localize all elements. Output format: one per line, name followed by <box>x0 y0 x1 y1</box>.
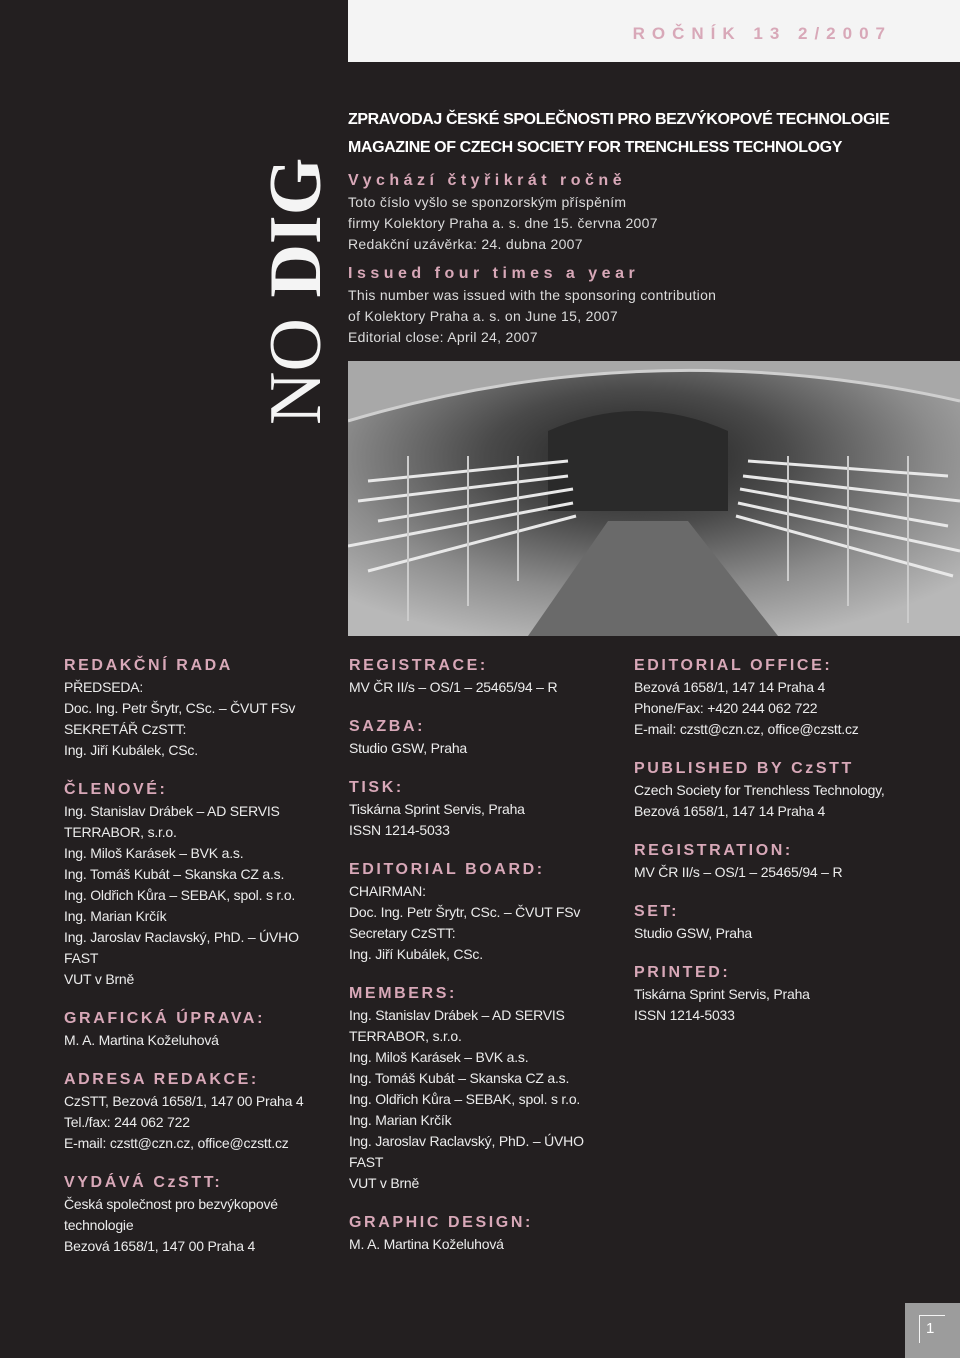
frequency-cz: Vychází čtyřikrát ročně <box>348 172 627 189</box>
heading-published-by: PUBLISHED BY CzSTT <box>634 760 854 777</box>
title-cz: ZPRAVODAJ ČESKÉ SPOLEČNOSTI PRO BEZVÝKOPOVÉ TECHNOLOGIE <box>348 111 890 128</box>
masthead-line: of Kolektory Praha a. s. on June 15, 2007 <box>348 308 618 324</box>
heading-clenove: ČLENOVÉ: <box>64 781 168 798</box>
text-line: SEKRETÁŘ CzSTT: <box>64 721 187 737</box>
tunnel-illustration <box>348 361 960 636</box>
masthead-line: firmy Kolektory Praha a. s. dne 15. června 2007 <box>348 215 658 231</box>
heading-members: MEMBERS: <box>349 985 457 1002</box>
text-line: Secretary CzSTT: <box>349 925 456 941</box>
text-line: Doc. Ing. Petr Šrytr, CSc. – ČVUT FSv <box>64 700 296 716</box>
text-line: Ing. Marian Krčík <box>349 1112 452 1128</box>
masthead-line: This number was issued with the sponsoring contribution <box>348 287 717 303</box>
logo-no: NO <box>255 318 337 425</box>
heading-adresa-redakce: ADRESA REDAKCE: <box>64 1071 259 1088</box>
text-line: Ing. Jiří Kubálek, CSc. <box>349 946 483 962</box>
text-line: E-mail: czstt@czn.cz, office@czstt.cz <box>634 721 859 737</box>
text-line: Ing. Stanislav Drábek – AD SERVIS <box>349 1007 565 1023</box>
heading-graficka-uprava: GRAFICKÁ ÚPRAVA: <box>64 1010 265 1027</box>
title-en: MAGAZINE OF CZECH SOCIETY FOR TRENCHLESS TECHNOLOGY <box>348 139 842 156</box>
issue-band <box>348 0 960 62</box>
text-line: Czech Society for Trenchless Technology, <box>634 782 885 798</box>
heading-editorial-office: EDITORIAL OFFICE: <box>634 657 833 674</box>
text-line: Ing. Tomáš Kubát – Skanska CZ a.s. <box>349 1070 570 1086</box>
text-line: Ing. Miloš Karásek – BVK a.s. <box>349 1049 529 1065</box>
text-line: Ing. Stanislav Drábek – AD SERVIS <box>64 803 280 819</box>
text-line: Ing. Marian Krčík <box>64 908 167 924</box>
text-line: Tiskárna Sprint Servis, Praha <box>634 986 810 1002</box>
masthead-line: Editorial close: April 24, 2007 <box>348 329 538 345</box>
text-line: VUT v Brně <box>349 1175 420 1191</box>
text-line: MV ČR II/s – OS/1 – 25465/94 – R <box>634 864 843 880</box>
text-line: Ing. Oldřich Kůra – SEBAK, spol. s r.o. <box>349 1091 581 1107</box>
text-line: M. A. Martina Koželuhová <box>64 1032 219 1048</box>
text-line: Bezová 1658/1, 147 00 Praha 4 <box>64 1238 256 1254</box>
text-line: Studio GSW, Praha <box>634 925 752 941</box>
heading-tisk: TISK: <box>349 779 404 796</box>
page-number-box <box>905 1303 960 1358</box>
masthead-line: Redakční uzávěrka: 24. dubna 2007 <box>348 236 583 252</box>
text-line: ISSN 1214-5033 <box>349 822 450 838</box>
text-line: PŘEDSEDA: <box>64 679 144 695</box>
issue-label: ROČNÍK 13 2/2007 <box>632 24 892 43</box>
no-dig-logo <box>255 157 337 425</box>
logo-dig: DIG <box>255 157 337 298</box>
heading-printed: PRINTED: <box>634 964 731 981</box>
text-line: technologie <box>64 1217 134 1233</box>
text-line: Ing. Oldřich Kůra – SEBAK, spol. s r.o. <box>64 887 296 903</box>
text-line: TERRABOR, s.r.o. <box>64 824 177 840</box>
text-line: Phone/Fax: +420 244 062 722 <box>634 700 818 716</box>
text-line: Ing. Jaroslav Raclavský, PhD. – ÚVHO FAST <box>349 1133 584 1170</box>
column-mixed <box>349 655 619 1255</box>
heading-vydava: VYDÁVÁ CzSTT: <box>64 1174 223 1191</box>
column-english <box>634 655 904 1026</box>
text-line: Tel./fax: 244 062 722 <box>64 1114 190 1130</box>
text-line: ISSN 1214-5033 <box>634 1007 735 1023</box>
page-number: 1 <box>919 1315 945 1343</box>
text-line: Ing. Jaroslav Raclavský, PhD. – ÚVHO FAST <box>64 929 299 966</box>
text-line: Doc. Ing. Petr Šrytr, CSc. – ČVUT FSv <box>349 904 581 920</box>
text-line: Ing. Tomáš Kubát – Skanska CZ a.s. <box>64 866 285 882</box>
frequency-en: Issued four times a year <box>348 265 640 282</box>
masthead-line: Toto číslo vyšlo se sponzorským příspěním <box>348 194 627 210</box>
heading-registration: REGISTRATION: <box>634 842 793 859</box>
masthead <box>348 106 928 348</box>
heading-editorial-board: EDITORIAL BOARD: <box>349 861 545 878</box>
heading-set: SET: <box>634 903 680 920</box>
heading-registrace: REGISTRACE: <box>349 657 488 674</box>
text-line: Bezová 1658/1, 147 14 Praha 4 <box>634 679 826 695</box>
text-line: E-mail: czstt@czn.cz, office@czstt.cz <box>64 1135 289 1151</box>
text-line: TERRABOR, s.r.o. <box>349 1028 462 1044</box>
text-line: MV ČR II/s – OS/1 – 25465/94 – R <box>349 679 558 695</box>
text-line: CzSTT, Bezová 1658/1, 147 00 Praha 4 <box>64 1093 304 1109</box>
text-line: CHAIRMAN: <box>349 883 426 899</box>
tunnel-photo <box>348 361 960 636</box>
text-line: Tiskárna Sprint Servis, Praha <box>349 801 525 817</box>
text-line: Ing. Miloš Karásek – BVK a.s. <box>64 845 244 861</box>
heading-graphic-design: GRAPHIC DESIGN: <box>349 1214 533 1231</box>
column-czech <box>64 655 334 1257</box>
text-line: Česká společnost pro bezvýkopové <box>64 1196 278 1212</box>
text-line: Studio GSW, Praha <box>349 740 467 756</box>
text-line: Bezová 1658/1, 147 14 Praha 4 <box>634 803 826 819</box>
text-line: VUT v Brně <box>64 971 135 987</box>
text-line: M. A. Martina Koželuhová <box>349 1236 504 1252</box>
heading-sazba: SAZBA: <box>349 718 426 735</box>
text-line: Ing. Jiří Kubálek, CSc. <box>64 742 198 758</box>
heading-redakcni-rada: REDAKČNÍ RADA <box>64 657 233 674</box>
